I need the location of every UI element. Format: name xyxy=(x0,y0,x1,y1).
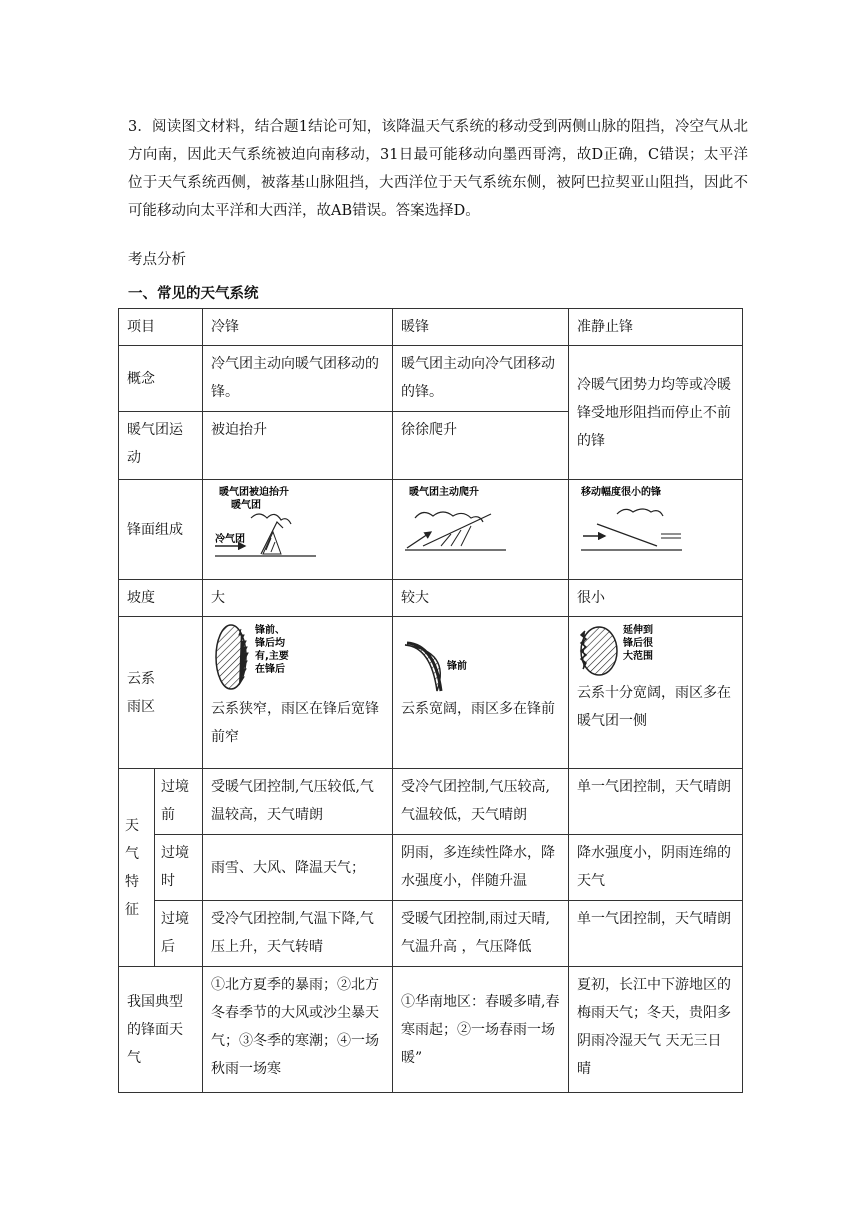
cell-cold-before: 受暖气团控制,气压较低,气温较高，天气晴朗 xyxy=(203,769,393,835)
cell-quasi-cloud xyxy=(569,617,743,769)
svg-text:锋前、: 锋前、 xyxy=(255,625,285,636)
svg-text:大范围: 大范围 xyxy=(623,651,653,662)
svg-text:锋后均: 锋后均 xyxy=(255,638,285,649)
svg-text:暖气团: 暖气团 xyxy=(231,500,261,511)
cell-quasi-slope: 很小 xyxy=(569,580,743,617)
row-label-slope: 坡度 xyxy=(119,580,203,617)
svg-text:延伸到: 延伸到 xyxy=(623,625,653,636)
row-label-weather: 天气特征 xyxy=(119,769,155,967)
cell-cold-cloud xyxy=(203,617,393,769)
svg-text:有,主要: 有,主要 xyxy=(255,651,289,662)
svg-text:锋前: 锋前 xyxy=(447,661,467,672)
weather-system-table xyxy=(118,308,743,1093)
quasi-cloud-text: 云系十分宽阔，雨区多在暖气团一侧 xyxy=(577,685,731,729)
sub-label-during: 过境时 xyxy=(155,835,203,901)
svg-text:冷气团: 冷气团 xyxy=(215,534,245,545)
table-row xyxy=(119,617,743,769)
row-label-concept: 概念 xyxy=(119,346,203,412)
cell-cold-after: 受冷气团控制,气温下降,气压上升，天气转晴 xyxy=(203,901,393,967)
header-item: 项目 xyxy=(119,309,203,346)
cell-quasi-typical: 夏初，长江中下游地区的梅雨天气；冬天，贵阳多阴雨冷湿天气 天无三日晴 xyxy=(569,967,743,1093)
svg-text:在锋后: 在锋后 xyxy=(255,664,285,675)
cell-warm-motion: 徐徐爬升 xyxy=(393,412,569,480)
cell-quasi-concept: 冷暖气团势力均等或冷暖锋受地形阻挡而停止不前的锋 xyxy=(569,346,743,480)
row-label-front-face: 锋面组成 xyxy=(119,480,203,580)
cell-warm-during: 阴雨，多连续性降水，降水强度小，伴随升温 xyxy=(393,835,569,901)
warm-front-diagram xyxy=(401,484,511,560)
svg-text:移动幅度很小的锋: 移动幅度很小的锋 xyxy=(581,487,661,498)
header-warm-front: 暖锋 xyxy=(393,309,569,346)
cold-cloud-text: 云系狭窄，雨区在锋后宽锋前窄 xyxy=(211,701,379,745)
row-label-motion: 暖气团运动 xyxy=(119,412,203,480)
cell-cold-typical: ①北方夏季的暴雨；②北方冬春季节的大风或沙尘暴天气；③冬季的寒潮；④一场秋雨一场寒 xyxy=(203,967,393,1093)
answer-paragraph: 3．阅读图文材料，结合题1结论可知，该降温天气系统的移动受到两侧山脉的阻挡，冷空气从北方向南，因此天气系统被迫向南移动，31日最可能移动向墨西哥湾，故D正确，C错误；太平洋位于天气系统西侧，被落基山脉阻挡，大西洋位于天气系统东侧，被阿巴拉契亚山阻挡，因此不可能移动向太平洋和大西洋，故AB错误。答案选择D。 xyxy=(128,119,748,219)
table-row xyxy=(119,835,743,901)
row-label-cloud: 云系 雨区 xyxy=(119,617,203,769)
cell-warm-cloud xyxy=(393,617,569,769)
cell-quasi-after: 单一气团控制，天气晴朗 xyxy=(569,901,743,967)
table-row xyxy=(119,480,743,580)
svg-text:锋后很: 锋后很 xyxy=(623,638,653,649)
cell-warm-before: 受冷气团控制,气压较高,气温较低，天气晴朗 xyxy=(393,769,569,835)
cell-cold-concept: 冷气团主动向暖气团移动的锋。 xyxy=(203,346,393,412)
table-row xyxy=(119,967,743,1093)
analysis-heading: 考点分析 xyxy=(128,252,186,268)
cell-cold-motion: 被迫抬升 xyxy=(203,412,393,480)
cold-front-diagram xyxy=(211,484,321,560)
section-heading: 一、常见的天气系统 xyxy=(128,286,259,302)
svg-text:暖气团被迫抬升: 暖气团被迫抬升 xyxy=(219,487,289,498)
cell-cold-diagram xyxy=(203,480,393,580)
quasi-cloud-diagram xyxy=(577,621,687,677)
table-header-row xyxy=(119,309,743,346)
header-cold-front: 冷锋 xyxy=(203,309,393,346)
cell-cold-slope: 大 xyxy=(203,580,393,617)
cell-warm-typical: ①华南地区：春暖多晴,春寒雨起；②一场春雨一场暖” xyxy=(393,967,569,1093)
cell-cold-during: 雨雪、大风、降温天气； xyxy=(203,835,393,901)
table-row xyxy=(119,769,743,835)
header-quasi-front: 准静止锋 xyxy=(569,309,743,346)
row-label-typical: 我国典型的锋面天气 xyxy=(119,967,203,1093)
sub-label-after: 过境后 xyxy=(155,901,203,967)
table-row xyxy=(119,901,743,967)
warm-cloud-text: 云系宽阔，雨区多在锋前 xyxy=(401,701,555,717)
cell-quasi-diagram xyxy=(569,480,743,580)
cell-warm-diagram xyxy=(393,480,569,580)
sub-label-before: 过境前 xyxy=(155,769,203,835)
cold-cloud-diagram xyxy=(211,621,321,693)
cell-quasi-during: 降水强度小，阴雨连绵的天气 xyxy=(569,835,743,901)
table-row xyxy=(119,346,743,412)
svg-text:暖气团主动爬升: 暖气团主动爬升 xyxy=(409,487,479,498)
warm-cloud-diagram xyxy=(401,621,511,693)
cell-warm-after: 受暖气团控制,雨过天晴,气温升高 ，气压降低 xyxy=(393,901,569,967)
table-row xyxy=(119,580,743,617)
cell-warm-concept: 暖气团主动向冷气团移动的锋。 xyxy=(393,346,569,412)
cell-warm-slope: 较大 xyxy=(393,580,569,617)
cell-quasi-before: 单一气团控制，天气晴朗 xyxy=(569,769,743,835)
quasi-front-diagram xyxy=(577,484,687,560)
